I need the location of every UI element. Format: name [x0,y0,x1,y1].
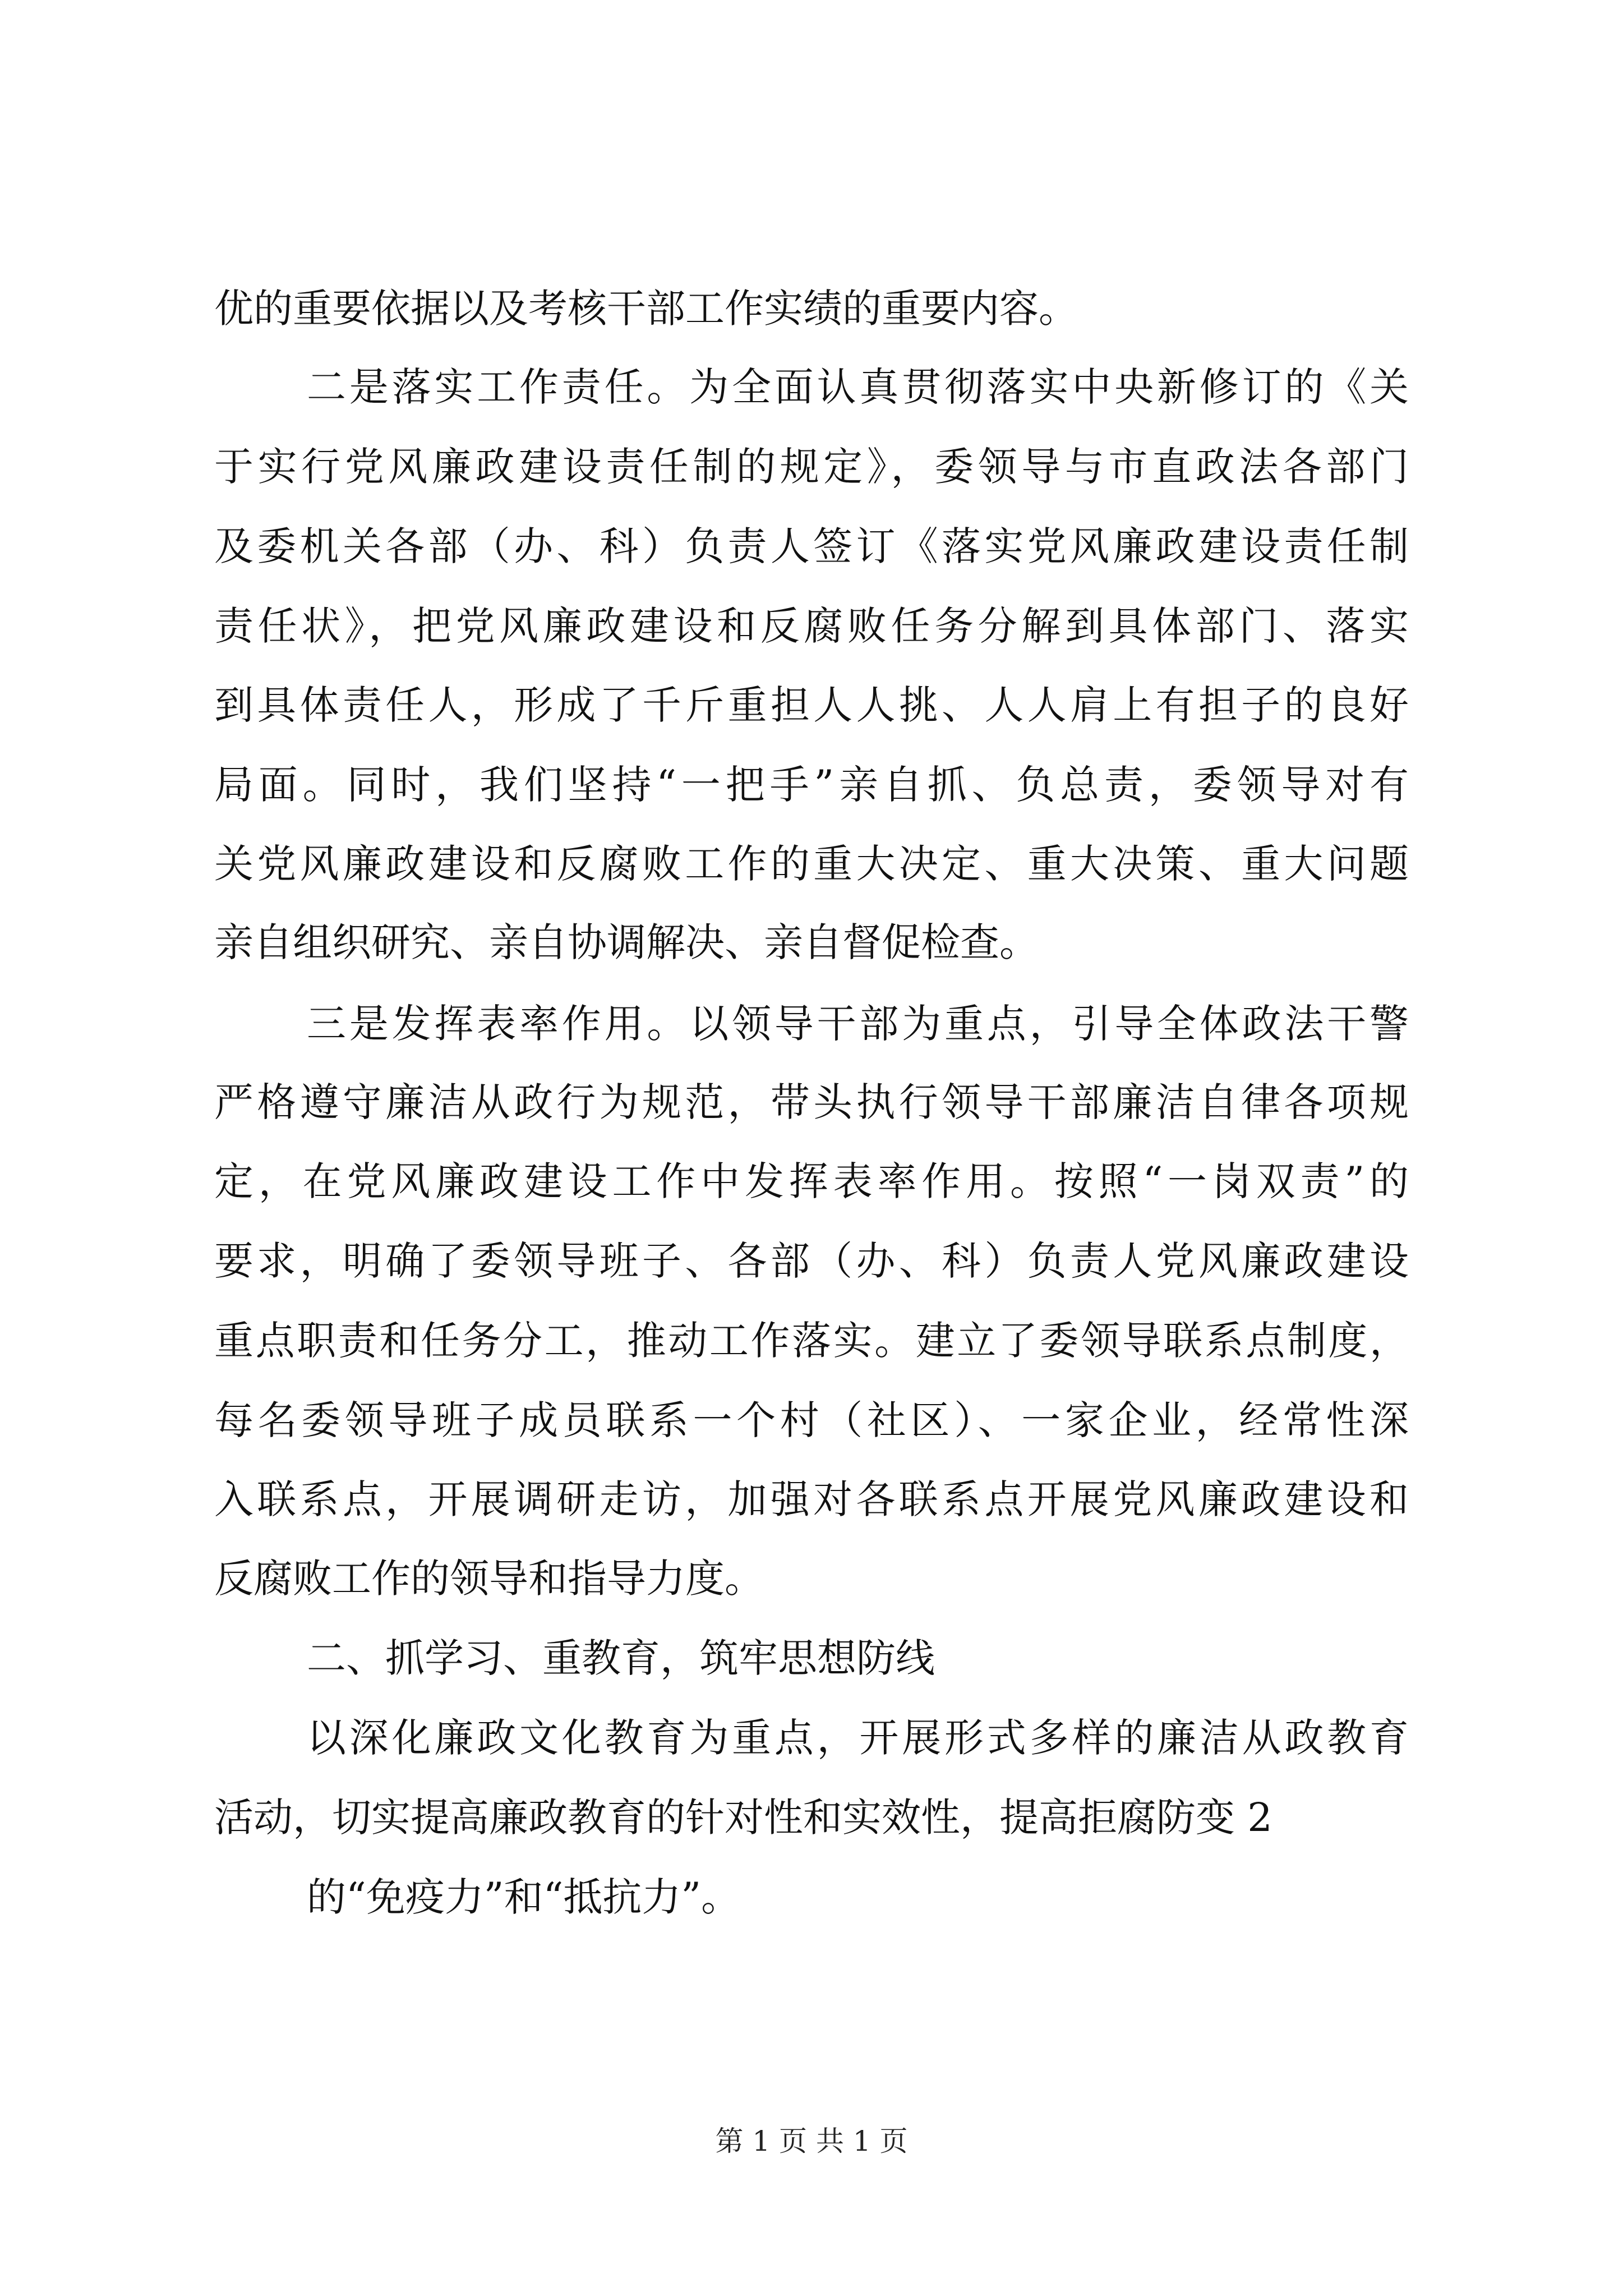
text-line: 三是发挥表率作用。以领导干部为重点，引导全体政法干警 [307,1001,1409,1047]
text-line: 及委机关各部（办、科）负责人签订《落实党风廉政建设责任制 [214,523,1409,569]
section-heading: 二、抓学习、重教育，筑牢思想防线 [307,1635,935,1681]
text-line: 优的重要依据以及考核干部工作实绩的重要内容。 [214,286,1078,332]
text-line: 反腐败工作的领导和指导力度。 [214,1556,764,1602]
text-line: 定，在党风廉政建设工作中发挥表率作用。按照“一岗双责”的 [214,1158,1409,1204]
text-line: 亲自组织研究、亲自协调解决、亲自督促检查。 [214,919,1039,965]
text-line: 责任状》，把党风廉政建设和反腐败任务分解到具体部门、落实 [214,603,1409,649]
text-line: 到具体责任人，形成了千斤重担人人挑、人人肩上有担子的良好 [214,682,1409,728]
text-line: 入联系点，开展调研走访，加强对各联系点开展党风廉政建设和 [214,1476,1409,1522]
text-line: 活动，切实提高廉政教育的针对性和实效性，提高拒腐防变 2 [214,1795,1272,1841]
text-line: 于实行党风廉政建设责任制的规定》，委领导与市直政法各部门 [214,444,1409,490]
text-line: 二是落实工作责任。为全面认真贯彻落实中央新修订的《关 [307,364,1409,410]
text-line: 局面。同时，我们坚持“一把手”亲自抓、负总责，委领导对有 [214,762,1409,808]
page-number-footer: 第 1 页 共 1 页 [715,2125,908,2157]
text-line: 的“免疫力”和“抵抗力”。 [307,1874,741,1920]
text-line: 重点职责和任务分工，推动工作落实。建立了委领导联系点制度， [214,1318,1409,1364]
text-line: 要求，明确了委领导班子、各部（办、科）负责人党风廉政建设 [214,1238,1409,1284]
text-line: 每名委领导班子成员联系一个村（社区）、一家企业，经常性深 [214,1397,1409,1443]
text-line: 关党风廉政建设和反腐败工作的重大决定、重大决策、重大问题 [214,841,1409,887]
text-line: 以深化廉政文化教育为重点，开展形式多样的廉洁从政教育 [307,1715,1409,1761]
text-line: 严格遵守廉洁从政行为规范，带头执行领导干部廉洁自律各项规 [214,1079,1409,1125]
